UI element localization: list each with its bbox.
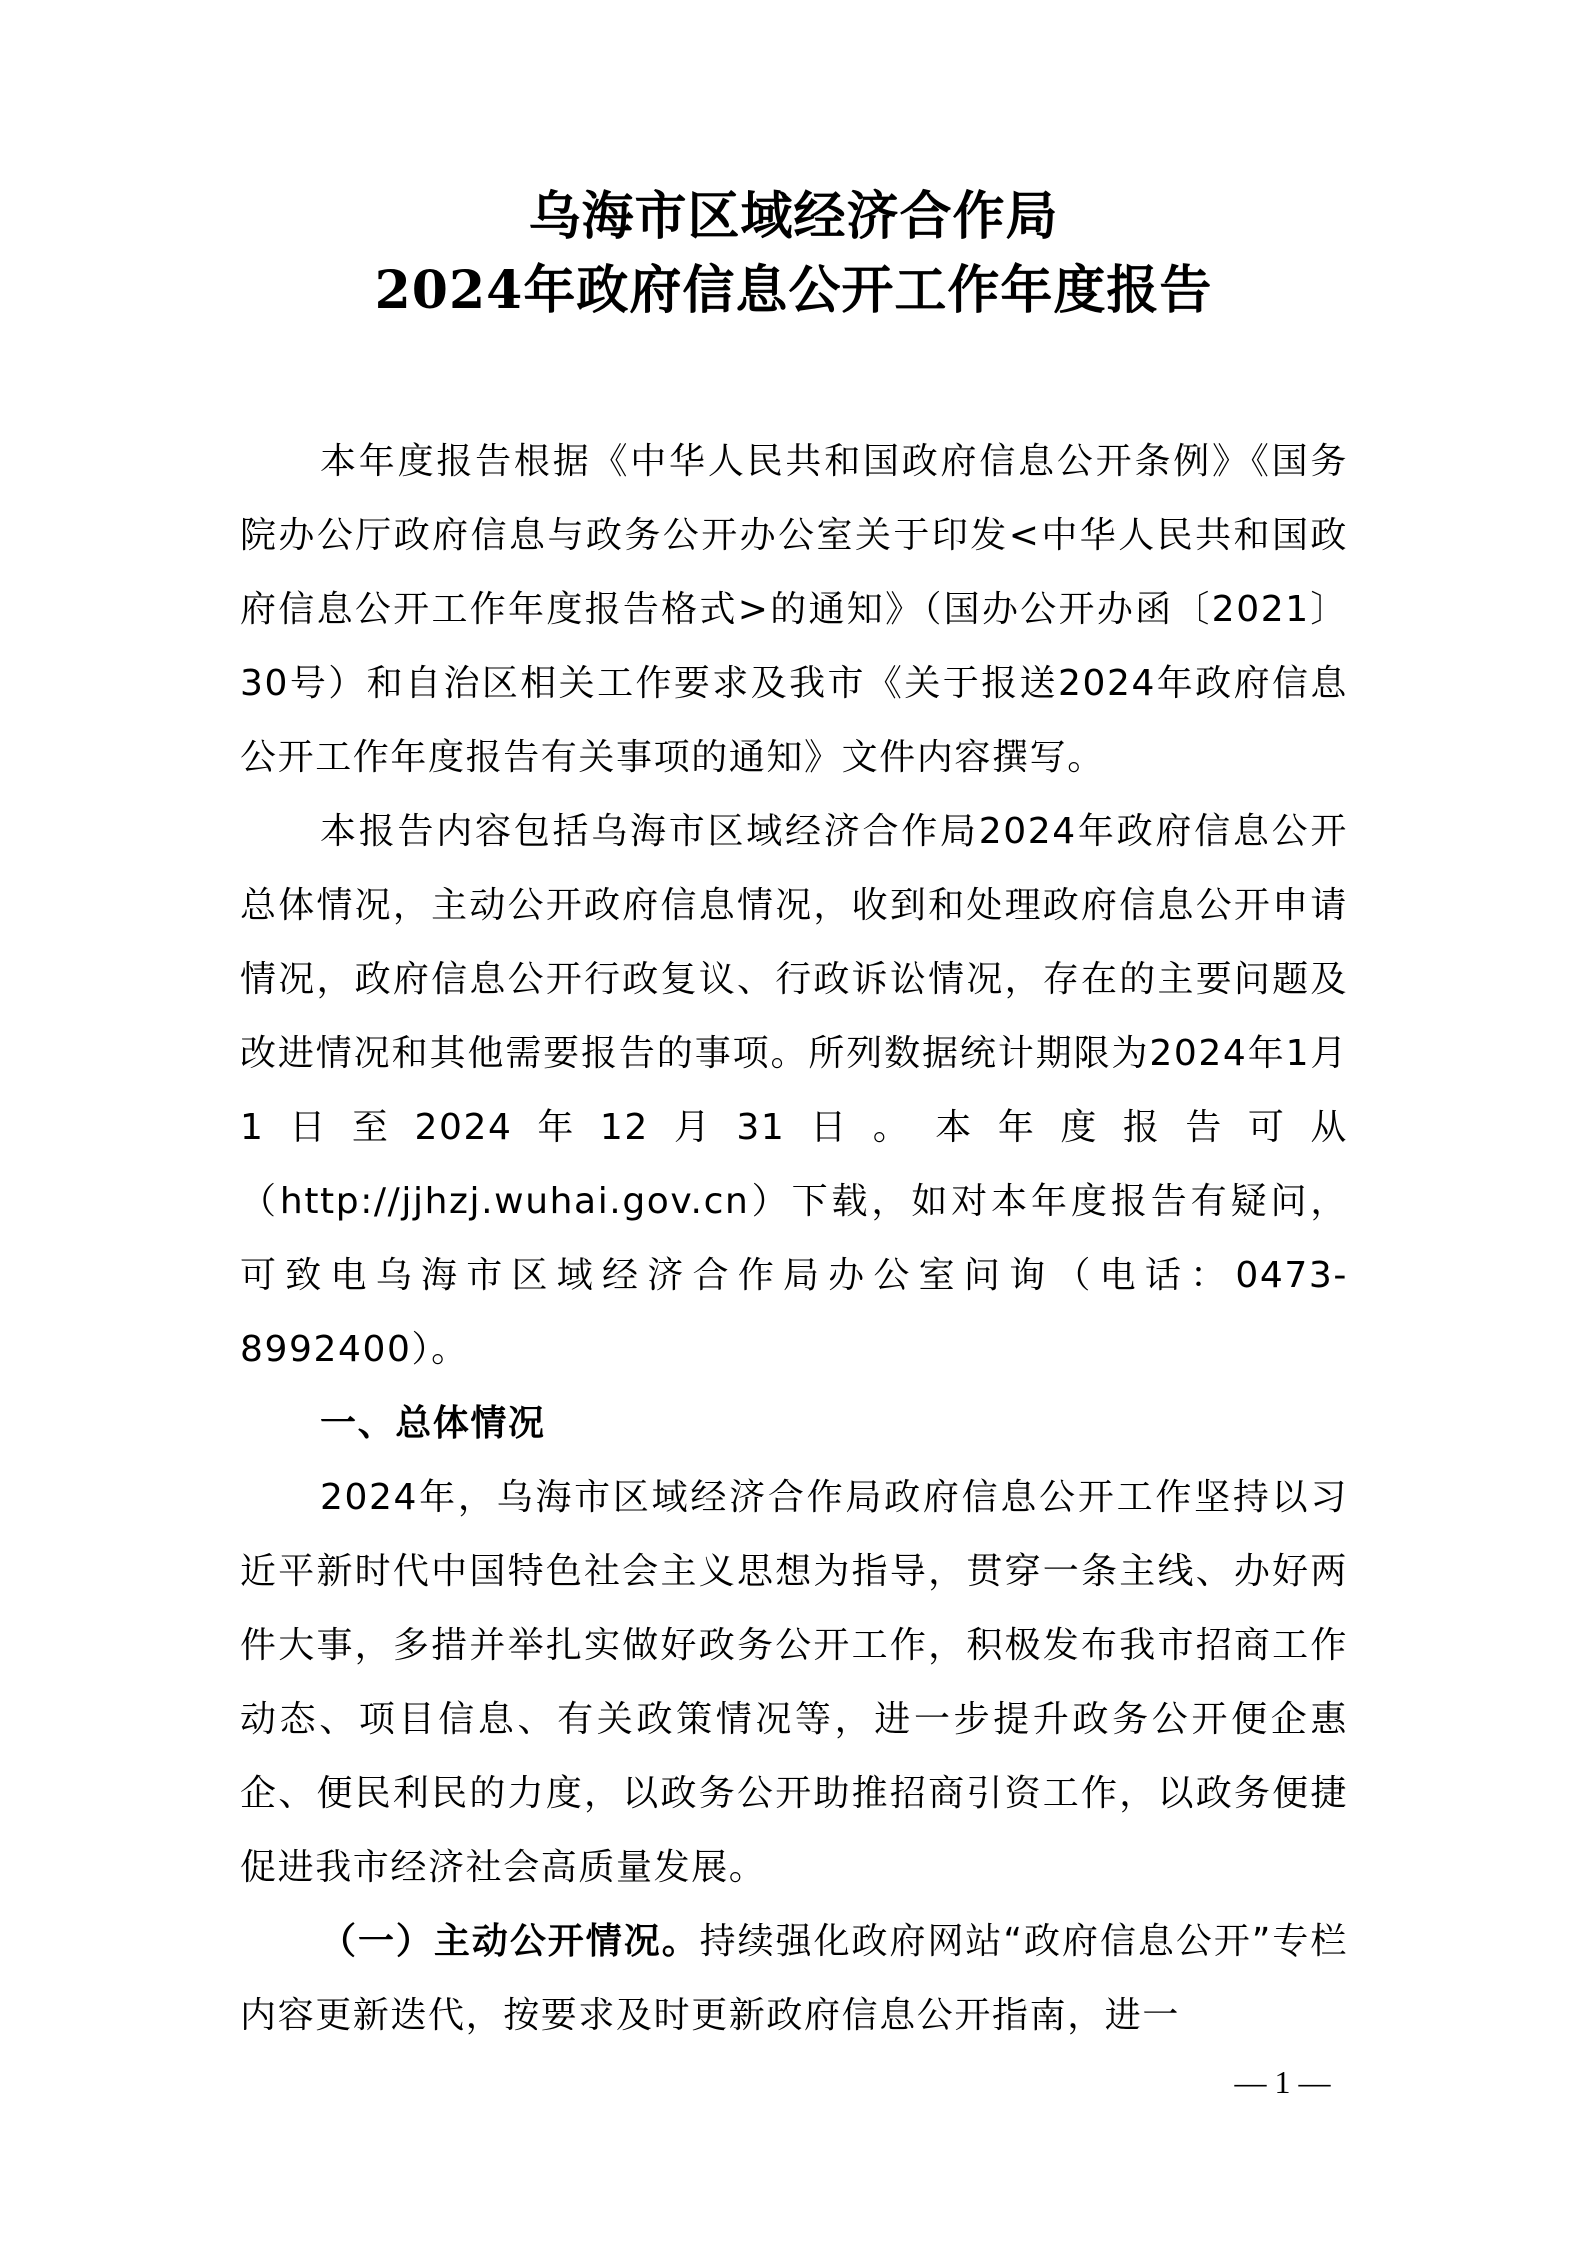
subsection-lead: （一）主动公开情况。 — [320, 1921, 700, 1962]
document-body — [240, 425, 1348, 2053]
overview-paragraph: 2024年，乌海市区域经济合作局政府信息公开工作坚持以习近平新时代中国特色社会主义思想为指导，贯穿一条主线、办好两件大事，多措并举扎实做好政务公开工作，积极发布我市招商工作动态、项目信息、有关政策情况等，进一步提升政务公开便企惠企、便民利民的力度，以政务公开助推招商引资工作，以政务便捷促进我市经济社会高质量发展。 — [240, 1477, 1348, 1888]
page-number: — 1 — — [1234, 2064, 1331, 2100]
subsection-text: 持续强化政府网站“政府信息公开”专栏内容更新迭代，按要求及时更新政府信息公开指南，进一 — [240, 1921, 1348, 2036]
title-line-organization: 乌海市区域经济合作局 — [528, 186, 1059, 247]
section-heading-overview: 一、总体情况 — [320, 1403, 546, 1444]
intro-paragraph-basis: 本年度报告根据《中华人民共和国政府信息公开条例》《国务院办公厅政府信息与政务公开办公室关于印发<中华人民共和国政府信息公开工作年度报告格式>的通知》（国办公开办函〔2021〕30号）和自治区相关工作要求及我市《关于报送2024年政府信息公开工作年度报告有关事项的通知》文件内容撰写。 — [240, 441, 1348, 778]
intro-paragraph-scope: 本报告内容包括乌海市区域经济合作局2024年政府信息公开总体情况，主动公开政府信息情况，收到和处理政府信息公开申请情况，政府信息公开行政复议、行政诉讼情况，存在的主要问题及改进情况和其他需要报告的事项。所列数据统计期限为2024年1月1日至2024年12月31日。本年度报告可从（http://jjhzj.wuhai.gov.cn）下载，如对本年度报告有疑问，可致电乌海市区域经济合作局办公室问询（电话：0473-8992400）。 — [240, 811, 1348, 1370]
subsection-paragraph-proactive-disclosure — [240, 1905, 1348, 2053]
title-line-report: 2024年政府信息公开工作年度报告 — [374, 260, 1213, 321]
document-title — [0, 180, 1587, 328]
